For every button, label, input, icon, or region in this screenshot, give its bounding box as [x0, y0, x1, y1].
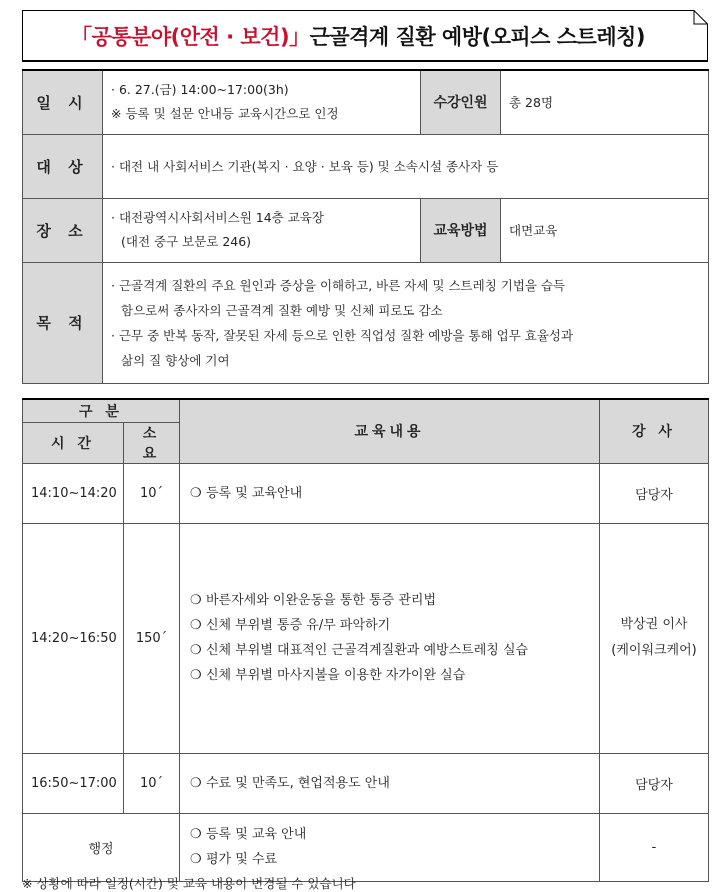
date-line1: · 6. 27.(금) 14:00~17:00(3h) [111, 82, 289, 98]
schedule-table [22, 398, 709, 882]
info-table [22, 69, 709, 384]
info-row-purpose [23, 262, 709, 383]
circle-bullet-icon: ❍ [190, 485, 202, 501]
duration-header: 소 요 [124, 422, 180, 463]
content-item: 등록 및 교육안내 [206, 485, 303, 501]
lecturer-org: (케이워크케어) [611, 643, 697, 658]
row-duration: 10´ [124, 753, 180, 813]
lecturer-name: 박상권 이사 [620, 617, 688, 632]
place-line2: (대전 중구 보문로 246) [121, 234, 252, 249]
place-label: 장 소 [23, 198, 103, 262]
schedule-header-row-1 [23, 399, 709, 422]
circle-bullet-icon: ❍ [190, 852, 202, 867]
table-row-admin [23, 813, 709, 881]
row-time: 14:20~16:50 [23, 523, 124, 753]
row-duration: 150´ [124, 523, 180, 753]
row-content [180, 523, 600, 753]
table-row [23, 753, 709, 813]
circle-bullet-icon: ❍ [190, 593, 202, 608]
title-prefix: 「공통분야(안전 · 보건)」 [70, 25, 310, 49]
row-content [180, 753, 600, 813]
purpose-value [103, 262, 709, 383]
footnote: ※ 상황에 따라 일정(시간) 및 교육 내용이 변경될 수 있습니다 [22, 876, 356, 891]
target-label: 대 상 [23, 134, 103, 198]
circle-bullet-icon: ❍ [190, 643, 202, 658]
circle-bullet-icon: ❍ [190, 775, 202, 791]
info-row-place [23, 198, 709, 262]
page-title [22, 10, 694, 62]
circle-bullet-icon: ❍ [190, 668, 202, 683]
category-header: 구 분 [23, 399, 180, 422]
place-value [103, 198, 421, 262]
table-row [23, 523, 709, 753]
row-duration: 10´ [124, 463, 180, 523]
purpose-line4: 삶의 질 향상에 기여 [121, 352, 230, 368]
capacity-label: 수강인원 [421, 70, 501, 134]
purpose-label: 목 적 [23, 262, 103, 383]
admin-label: 행정 [23, 813, 180, 881]
date-label: 일 시 [23, 70, 103, 134]
info-row-target [23, 134, 709, 198]
place-line1: · 대전광역시사회서비스원 14층 교육장 [111, 210, 324, 225]
content-item: 평가 및 수료 [206, 852, 278, 867]
row-lecturer: 담당자 [600, 753, 709, 813]
admin-content [180, 813, 600, 881]
method-label: 교육방법 [421, 198, 501, 262]
row-time: 16:50~17:00 [23, 753, 124, 813]
content-item: 수료 및 만족도, 현업적용도 안내 [206, 775, 390, 791]
capacity-value: 총 28명 [501, 70, 709, 134]
info-row-date [23, 70, 709, 134]
content-item: 바른자세와 이완운동을 통한 통증 관리법 [206, 593, 437, 608]
row-time: 14:10~14:20 [23, 463, 124, 523]
row-content [180, 463, 600, 523]
purpose-line3: · 근무 중 반복 동작, 잘못된 자세 등으로 인한 직업성 질환 예방을 통해 업무 효율성과 [111, 327, 574, 343]
time-header: 시 간 [23, 422, 124, 463]
date-value [103, 70, 421, 134]
content-item: 신체 부위별 대표적인 근골격계질환과 예방스트레칭 실습 [206, 643, 529, 658]
lecturer-header: 강 사 [600, 399, 709, 463]
target-value: · 대전 내 사회서비스 기관(복지 · 요양 · 보육 등) 및 소속시설 종사자 등 [103, 134, 709, 198]
circle-bullet-icon: ❍ [190, 618, 202, 633]
title-main: 근골격계 질환 예방(오피스 스트레칭) [309, 25, 645, 49]
title-banner [22, 10, 708, 62]
purpose-line2: 함으로써 종사자의 근골격계 질환 예방 및 신체 피로도 감소 [121, 302, 443, 318]
admin-lecturer: - [600, 813, 709, 881]
content-item: 신체 부위별 마사지볼을 이용한 자가이완 실습 [206, 668, 466, 683]
date-line2: ※ 등록 및 설문 안내등 교육시간으로 인정 [111, 106, 339, 122]
purpose-line1: · 근골격계 질환의 주요 원인과 증상을 이해하고, 바른 자세 및 스트레칭 기법을 습득 [111, 277, 566, 293]
content-header: 교육내용 [180, 399, 600, 463]
table-row [23, 463, 709, 523]
method-value: 대면교육 [501, 198, 709, 262]
content-item: 등록 및 교육 안내 [206, 827, 307, 842]
content-item: 신체 부위별 통증 유/무 파악하기 [206, 618, 391, 633]
row-lecturer: 담당자 [600, 463, 709, 523]
row-lecturer [600, 523, 709, 753]
circle-bullet-icon: ❍ [190, 827, 202, 842]
